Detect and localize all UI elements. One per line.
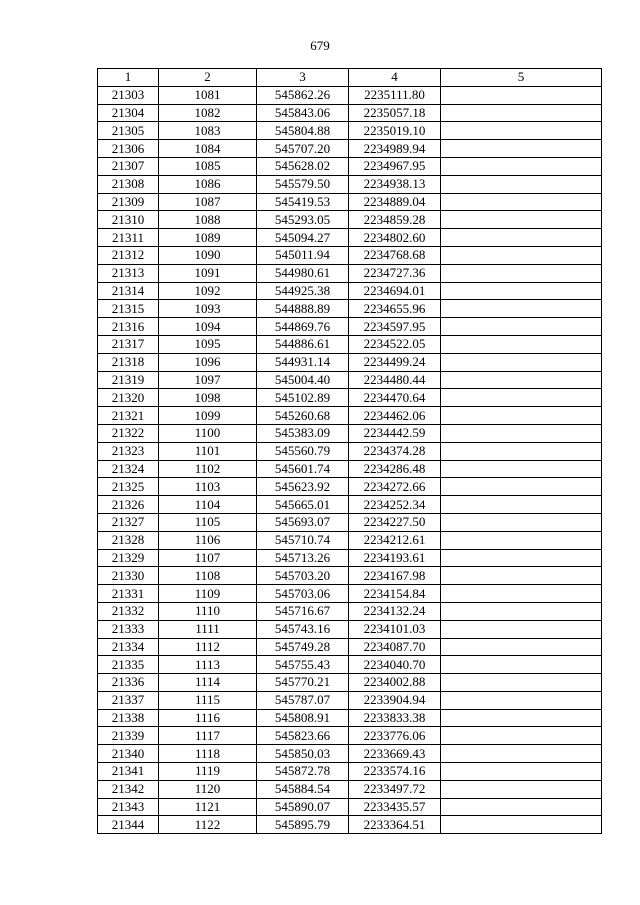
table-cell: 545004.40 <box>257 371 349 389</box>
table-cell: 21343 <box>98 798 159 816</box>
table-cell: 545094.27 <box>257 229 349 247</box>
table-row <box>98 745 602 763</box>
column-header: 4 <box>349 69 441 87</box>
table-cell <box>441 318 602 336</box>
table-cell: 545895.79 <box>257 816 349 834</box>
table-cell: 1096 <box>159 353 257 371</box>
table-cell: 21334 <box>98 638 159 656</box>
table-cell <box>441 638 602 656</box>
table-row <box>98 816 602 834</box>
table-cell: 1120 <box>159 780 257 798</box>
table-cell <box>441 140 602 158</box>
table-cell: 545808.91 <box>257 709 349 727</box>
table-cell: 545703.20 <box>257 567 349 585</box>
table-cell: 2234462.06 <box>349 407 441 425</box>
table-cell: 21324 <box>98 460 159 478</box>
table-cell: 21337 <box>98 691 159 709</box>
table-cell: 545693.07 <box>257 513 349 531</box>
table-cell: 1099 <box>159 407 257 425</box>
table-cell: 21310 <box>98 211 159 229</box>
table-cell: 2233776.06 <box>349 727 441 745</box>
table-cell: 2235111.80 <box>349 86 441 104</box>
table-cell <box>441 780 602 798</box>
table-cell: 544931.14 <box>257 353 349 371</box>
table-cell <box>441 585 602 603</box>
table-cell: 2233833.38 <box>349 709 441 727</box>
table-cell: 2233669.43 <box>349 745 441 763</box>
table-cell: 21314 <box>98 282 159 300</box>
table-cell: 2234480.44 <box>349 371 441 389</box>
table-cell: 2234002.88 <box>349 674 441 692</box>
table-cell: 21320 <box>98 389 159 407</box>
table-cell: 2234499.24 <box>349 353 441 371</box>
table-cell: 21331 <box>98 585 159 603</box>
table-cell: 1111 <box>159 620 257 638</box>
table-cell: 2234154.84 <box>349 585 441 603</box>
table-cell: 2234768.68 <box>349 246 441 264</box>
table-cell <box>441 175 602 193</box>
table-cell: 545260.68 <box>257 407 349 425</box>
table-cell: 545884.54 <box>257 780 349 798</box>
table-row <box>98 442 602 460</box>
table-cell: 21335 <box>98 656 159 674</box>
table-cell: 21323 <box>98 442 159 460</box>
table-cell: 1091 <box>159 264 257 282</box>
table-cell: 1117 <box>159 727 257 745</box>
coordinates-table <box>97 68 602 834</box>
table-cell: 544925.38 <box>257 282 349 300</box>
column-header: 2 <box>159 69 257 87</box>
table-row <box>98 567 602 585</box>
table-cell: 545823.66 <box>257 727 349 745</box>
table-row <box>98 531 602 549</box>
table-cell: 2234252.34 <box>349 496 441 514</box>
table-cell: 1084 <box>159 140 257 158</box>
table-cell <box>441 816 602 834</box>
table-cell: 2234694.01 <box>349 282 441 300</box>
table-cell: 21339 <box>98 727 159 745</box>
table-cell <box>441 246 602 264</box>
table-cell: 21316 <box>98 318 159 336</box>
table-cell: 1087 <box>159 193 257 211</box>
table-row <box>98 656 602 674</box>
table-cell <box>441 282 602 300</box>
table-cell <box>441 211 602 229</box>
table-cell: 21315 <box>98 300 159 318</box>
table-cell: 2233497.72 <box>349 780 441 798</box>
table-cell: 545710.74 <box>257 531 349 549</box>
table-cell: 1114 <box>159 674 257 692</box>
table-cell: 2234442.59 <box>349 424 441 442</box>
table-row <box>98 318 602 336</box>
table-row <box>98 709 602 727</box>
table-cell: 545749.28 <box>257 638 349 656</box>
table-row <box>98 798 602 816</box>
table-cell: 2234655.96 <box>349 300 441 318</box>
table-cell: 545419.53 <box>257 193 349 211</box>
table-cell: 2233574.16 <box>349 763 441 781</box>
table-cell <box>441 745 602 763</box>
table-cell <box>441 264 602 282</box>
table-cell: 2235057.18 <box>349 104 441 122</box>
table-cell: 1097 <box>159 371 257 389</box>
table-cell: 545560.79 <box>257 442 349 460</box>
table-cell <box>441 478 602 496</box>
table-cell: 2234101.03 <box>349 620 441 638</box>
table-cell: 21328 <box>98 531 159 549</box>
table-cell: 21306 <box>98 140 159 158</box>
table-cell: 1121 <box>159 798 257 816</box>
table-row <box>98 585 602 603</box>
table-cell: 2234889.04 <box>349 193 441 211</box>
table-cell: 545579.50 <box>257 175 349 193</box>
table-cell: 2234989.94 <box>349 140 441 158</box>
table-cell <box>441 442 602 460</box>
table-cell: 545293.05 <box>257 211 349 229</box>
table-cell: 2234802.60 <box>349 229 441 247</box>
table-cell: 545843.06 <box>257 104 349 122</box>
table-cell: 2233364.51 <box>349 816 441 834</box>
column-header: 5 <box>441 69 602 87</box>
table-cell: 2234227.50 <box>349 513 441 531</box>
table-cell: 2234272.66 <box>349 478 441 496</box>
table-cell: 2234522.05 <box>349 335 441 353</box>
table-row <box>98 122 602 140</box>
table-cell: 21305 <box>98 122 159 140</box>
table-cell: 1100 <box>159 424 257 442</box>
table-cell: 1088 <box>159 211 257 229</box>
table-cell <box>441 549 602 567</box>
table-cell: 1116 <box>159 709 257 727</box>
table-cell <box>441 674 602 692</box>
table-row <box>98 246 602 264</box>
table-cell: 1102 <box>159 460 257 478</box>
table-row <box>98 478 602 496</box>
table-cell: 2234859.28 <box>349 211 441 229</box>
table-cell <box>441 157 602 175</box>
table-cell <box>441 353 602 371</box>
table-row <box>98 104 602 122</box>
table-cell <box>441 460 602 478</box>
table-cell: 21327 <box>98 513 159 531</box>
table-cell: 1098 <box>159 389 257 407</box>
table-cell: 1109 <box>159 585 257 603</box>
table-row <box>98 638 602 656</box>
table-cell: 1122 <box>159 816 257 834</box>
table-cell <box>441 407 602 425</box>
table-cell: 545707.20 <box>257 140 349 158</box>
table-cell: 21336 <box>98 674 159 692</box>
table-cell: 545623.92 <box>257 478 349 496</box>
table-cell: 545011.94 <box>257 246 349 264</box>
table-cell: 21308 <box>98 175 159 193</box>
table-cell: 1101 <box>159 442 257 460</box>
table-cell: 545862.26 <box>257 86 349 104</box>
table-cell: 2234374.28 <box>349 442 441 460</box>
table-cell <box>441 229 602 247</box>
table-body <box>98 86 602 833</box>
table-cell <box>441 86 602 104</box>
table-cell <box>441 300 602 318</box>
table-cell: 21317 <box>98 335 159 353</box>
table-cell <box>441 389 602 407</box>
table-cell: 21311 <box>98 229 159 247</box>
table-cell: 545787.07 <box>257 691 349 709</box>
table-row <box>98 674 602 692</box>
table-cell: 545804.88 <box>257 122 349 140</box>
table-cell <box>441 709 602 727</box>
table-cell <box>441 424 602 442</box>
table-cell: 545601.74 <box>257 460 349 478</box>
table-cell: 21318 <box>98 353 159 371</box>
table-cell: 1095 <box>159 335 257 353</box>
table-cell: 1093 <box>159 300 257 318</box>
table-cell <box>441 620 602 638</box>
table-cell: 21344 <box>98 816 159 834</box>
table-cell: 1085 <box>159 157 257 175</box>
table-cell: 1107 <box>159 549 257 567</box>
page-number: 679 <box>310 38 330 53</box>
table-cell: 545713.26 <box>257 549 349 567</box>
table-row <box>98 424 602 442</box>
table-cell: 1083 <box>159 122 257 140</box>
table-cell: 2234040.70 <box>349 656 441 674</box>
table-row <box>98 264 602 282</box>
table-cell <box>441 602 602 620</box>
table-cell <box>441 371 602 389</box>
table-cell: 545665.01 <box>257 496 349 514</box>
table-cell: 21340 <box>98 745 159 763</box>
table-row <box>98 620 602 638</box>
table-cell <box>441 531 602 549</box>
table-row <box>98 282 602 300</box>
table-cell <box>441 567 602 585</box>
table-cell: 1119 <box>159 763 257 781</box>
table-cell: 21325 <box>98 478 159 496</box>
table-cell <box>441 691 602 709</box>
table-cell: 545770.21 <box>257 674 349 692</box>
table-cell: 2234167.98 <box>349 567 441 585</box>
column-header: 3 <box>257 69 349 87</box>
table-cell: 545755.43 <box>257 656 349 674</box>
table-cell: 21304 <box>98 104 159 122</box>
table-row <box>98 211 602 229</box>
table-cell: 21342 <box>98 780 159 798</box>
table-cell: 1105 <box>159 513 257 531</box>
table-cell <box>441 496 602 514</box>
table-cell: 2234193.61 <box>349 549 441 567</box>
table-cell: 1081 <box>159 86 257 104</box>
table-row <box>98 140 602 158</box>
table-cell: 2234470.64 <box>349 389 441 407</box>
table-row <box>98 763 602 781</box>
table-row <box>98 513 602 531</box>
table-cell: 2233904.94 <box>349 691 441 709</box>
table-cell: 545102.89 <box>257 389 349 407</box>
table-cell: 544886.61 <box>257 335 349 353</box>
table-cell: 545850.03 <box>257 745 349 763</box>
table-cell: 1106 <box>159 531 257 549</box>
table-cell <box>441 656 602 674</box>
table-row <box>98 300 602 318</box>
table-cell: 2235019.10 <box>349 122 441 140</box>
table-row <box>98 86 602 104</box>
table-cell: 545872.78 <box>257 763 349 781</box>
header-row <box>98 69 602 87</box>
table-row <box>98 460 602 478</box>
table-cell <box>441 335 602 353</box>
table-cell: 1089 <box>159 229 257 247</box>
table-cell: 544980.61 <box>257 264 349 282</box>
table-cell <box>441 193 602 211</box>
table-cell: 21321 <box>98 407 159 425</box>
table-row <box>98 780 602 798</box>
table-cell: 544869.76 <box>257 318 349 336</box>
table-cell: 21326 <box>98 496 159 514</box>
table-row <box>98 229 602 247</box>
table-cell: 21319 <box>98 371 159 389</box>
table-row <box>98 371 602 389</box>
table-row <box>98 691 602 709</box>
table-cell: 21333 <box>98 620 159 638</box>
table-cell: 545743.16 <box>257 620 349 638</box>
table-cell: 2234286.48 <box>349 460 441 478</box>
table-cell: 21332 <box>98 602 159 620</box>
table-cell: 21309 <box>98 193 159 211</box>
table-cell: 2234727.36 <box>349 264 441 282</box>
table-cell: 545383.09 <box>257 424 349 442</box>
table-cell: 21313 <box>98 264 159 282</box>
table-cell: 1094 <box>159 318 257 336</box>
table-row <box>98 407 602 425</box>
table-row <box>98 549 602 567</box>
table-row <box>98 727 602 745</box>
table-cell: 1090 <box>159 246 257 264</box>
table-cell: 1103 <box>159 478 257 496</box>
table-row <box>98 496 602 514</box>
table-cell: 545716.67 <box>257 602 349 620</box>
table-cell: 544888.89 <box>257 300 349 318</box>
table-cell: 1104 <box>159 496 257 514</box>
column-header: 1 <box>98 69 159 87</box>
table-cell: 2234087.70 <box>349 638 441 656</box>
table-cell: 2234212.61 <box>349 531 441 549</box>
table-cell: 1092 <box>159 282 257 300</box>
table-cell <box>441 513 602 531</box>
table-row <box>98 335 602 353</box>
table-cell: 21341 <box>98 763 159 781</box>
table-row <box>98 157 602 175</box>
table-row <box>98 193 602 211</box>
table-cell: 545628.02 <box>257 157 349 175</box>
table-cell <box>441 763 602 781</box>
table-cell <box>441 104 602 122</box>
table-cell: 21322 <box>98 424 159 442</box>
table-cell: 545890.07 <box>257 798 349 816</box>
table-cell: 1086 <box>159 175 257 193</box>
table-cell: 21329 <box>98 549 159 567</box>
table-cell: 21338 <box>98 709 159 727</box>
table-cell: 1118 <box>159 745 257 763</box>
table-cell: 2233435.57 <box>349 798 441 816</box>
table-row <box>98 389 602 407</box>
table-cell: 1115 <box>159 691 257 709</box>
table-cell: 21303 <box>98 86 159 104</box>
table-cell: 545703.06 <box>257 585 349 603</box>
table-cell: 21312 <box>98 246 159 264</box>
table-cell: 2234132.24 <box>349 602 441 620</box>
table-cell: 1082 <box>159 104 257 122</box>
table-cell: 1113 <box>159 656 257 674</box>
table-cell: 2234967.95 <box>349 157 441 175</box>
table-cell: 1112 <box>159 638 257 656</box>
table-cell <box>441 122 602 140</box>
table-cell: 21330 <box>98 567 159 585</box>
table-row <box>98 175 602 193</box>
table-row <box>98 353 602 371</box>
table-cell: 1108 <box>159 567 257 585</box>
table-cell <box>441 798 602 816</box>
table-cell: 1110 <box>159 602 257 620</box>
table-cell: 21307 <box>98 157 159 175</box>
table-cell: 2234938.13 <box>349 175 441 193</box>
table-row <box>98 602 602 620</box>
table-cell <box>441 727 602 745</box>
table-cell: 2234597.95 <box>349 318 441 336</box>
